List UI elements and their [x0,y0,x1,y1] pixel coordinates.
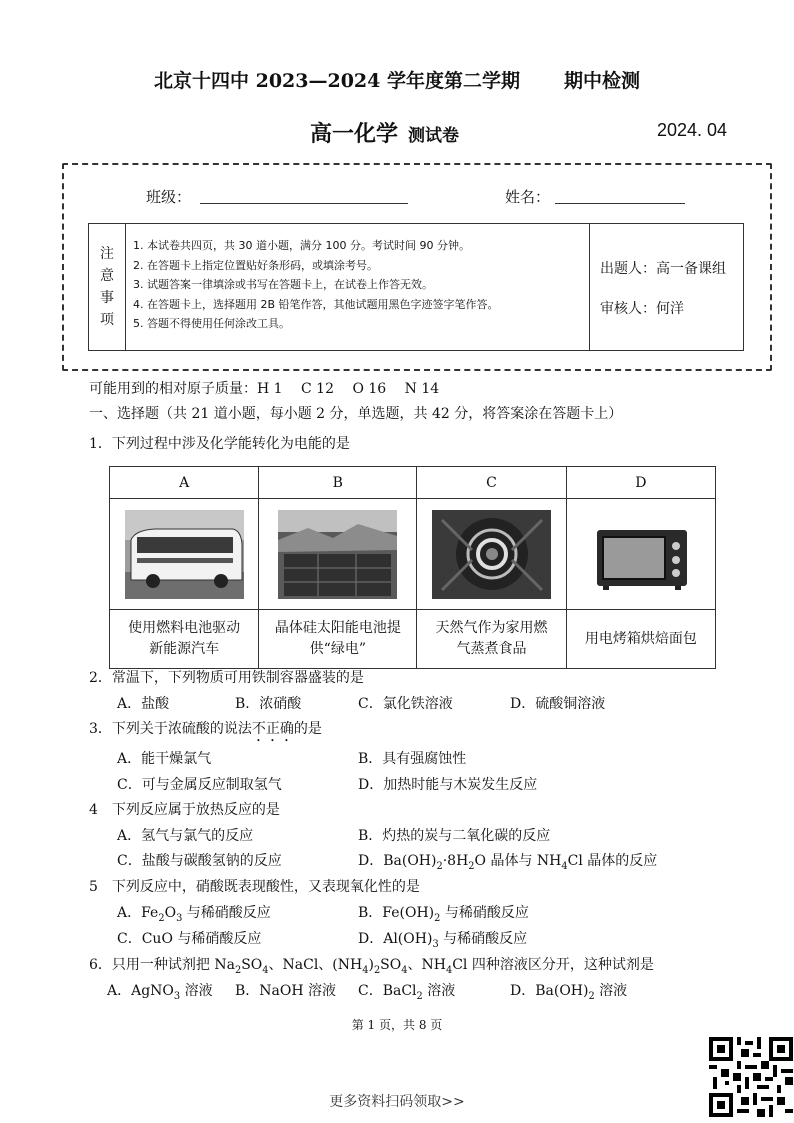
option-letter: D [566,467,715,499]
subscript: 2 [416,990,423,1002]
q2-option-a[interactable]: A．盐酸 [117,696,170,712]
question-3-stem [89,718,322,745]
caption-line: 新能源汽车 [149,641,220,657]
option-d-caption [566,610,715,669]
option-b-image-cell [259,499,417,610]
caption-line: 天然气作为家用燃 [435,620,548,636]
oven-image [581,510,700,599]
q4-option-d[interactable] [358,850,657,872]
question-5-stem: 5 下列反应中，硝酸既表现酸性，又表现氧化性的是 [89,879,420,895]
question-1-table [109,466,716,669]
formula-text: Cl 晶体的反应 [567,853,658,869]
notice-credits [589,224,743,350]
more-resources-link[interactable]: 更多资料扫码领取>> [329,1094,465,1110]
q6-option-c[interactable] [358,980,455,1002]
option-b-caption [259,610,417,669]
paper-type: 测试卷 [408,126,460,146]
subscript: 4 [401,964,408,976]
exam-title-right: 期中检测 [563,70,640,92]
question-4-stem: 4 下列反应属于放热反应的是 [89,802,280,818]
option-a-image-cell [110,499,259,610]
subscript: 3 [432,938,439,950]
stem-text: 、NaCl、(NH [268,957,363,973]
notice-item: 2. 在答题卡上指定位置贴好条形码，或填涂考号。 [133,258,378,272]
notice-item: 4. 在答题卡上，选择题用 2B 铅笔作答，其他试题用黑色字迹签字笔作答。 [133,297,499,311]
gas-stove-image [432,510,551,599]
bus-image [125,510,244,599]
notice-item: 1. 本试卷共四页，共 30 道小题，满分 100 分。考试时间 90 分钟。 [133,239,470,252]
subscript: 2 [373,964,381,976]
reviewer-text: 审核人：何洋 [600,301,684,317]
caption-line: 晶体硅太阳能电池提 [274,620,401,636]
formula-text: A．AgNO [107,983,174,999]
formula-text: 溶液 [180,983,213,999]
q2-option-b[interactable]: B．浓硝酸 [235,696,302,712]
formula-text: 与稀硝酸反应 [438,931,528,947]
subscript: 2 [436,860,443,872]
formula-text: 溶液 [422,983,456,999]
subject-name: 高一化学 [310,121,399,147]
q3-option-d[interactable]: D．加热时能与木炭发生反应 [358,777,538,793]
subscript: 3 [176,912,183,924]
question-2-stem: 2．常温下，下列物质可用铁制容器盛装的是 [89,670,364,686]
stem-text: 6．只用一种试剂把 Na [89,957,235,973]
q4-option-b[interactable]: B．灼热的炭与二氧化碳的反应 [358,828,551,844]
formula-text: 溶液 [594,983,628,999]
option-letter: A [110,467,259,499]
q4-option-a[interactable]: A．氢气与氯气的反应 [117,828,254,844]
stem-text: Cl 四种溶液区分开，这种试剂是 [452,957,654,973]
notice-heading-char: 注 [100,246,114,262]
q4-option-c[interactable]: C．盐酸与碳酸氢钠的反应 [117,853,282,869]
notice-item: 3. 试题答案一律填涂或书写在答题卡上，在试卷上作答无效。 [133,278,433,291]
class-field[interactable] [200,203,408,204]
notice-heading-char: 项 [100,312,114,328]
formula-text: O [164,905,177,921]
q3-option-b[interactable]: B．具有强腐蚀性 [358,751,467,767]
q2-option-d[interactable]: D．硫酸铜溶液 [510,696,606,712]
exam-date: 2024. 04 [657,120,728,140]
caption-line: 使用燃料电池驱动 [128,620,241,636]
notice-items [133,236,499,334]
option-letter: C [417,467,566,499]
caption-line: 用电烤箱烘焙面包 [584,630,697,647]
stem-text: SO [380,957,402,973]
subscript: 4 [445,964,453,976]
subscript: 2 [588,990,595,1002]
subscript: 2 [158,912,165,924]
formula-text: C．BaCl [358,983,417,999]
formula-text: A．Fe [117,905,159,921]
emphasis-text: 不正确 [251,721,294,737]
formula-text: O 晶体与 NH [474,853,562,869]
q5-option-d[interactable] [358,928,527,950]
q5-option-a[interactable] [117,902,271,924]
q3-option-a[interactable]: A．能干燥氯气 [117,751,212,767]
subscript: 2 [468,860,475,872]
question-6-stem [89,954,654,976]
q6-option-b[interactable]: B．NaOH 溶液 [235,983,337,999]
option-letter: B [259,467,417,499]
q6-option-a[interactable] [107,980,213,1002]
atomic-masses: 可能用到的相对原子质量：H 1 C 12 O 16 N 14 [89,381,440,397]
formula-text: ·8H [442,853,469,869]
q2-option-c[interactable]: C．氯化铁溶液 [358,696,453,712]
subscript: 2 [234,964,242,976]
option-a-caption [110,610,259,669]
option-c-image-cell [417,499,566,610]
subscript: 4 [262,964,269,976]
question-1-stem: 1．下列过程中涉及化学能转化为电能的是 [89,436,350,452]
stem-text: SO [241,957,263,973]
q5-option-b[interactable] [358,902,529,924]
q6-option-d[interactable] [510,980,627,1002]
stem-text: ) [368,957,374,973]
page-number: 第 1 页，共 8 页 [351,1018,443,1032]
notice-heading-char: 事 [100,290,114,306]
class-label: 班级： [146,188,192,206]
stem-text: 3．下列关于浓硫酸的说法 [89,721,252,737]
subscript: 3 [173,990,181,1002]
formula-text: D．Ba(OH) [510,983,589,999]
subscript: 4 [561,860,568,872]
section-heading: 一、选择题（共 21 道小题，每小题 2 分，单选题，共 42 分，将答案涂在答题卡上） [89,406,623,422]
notice-item: 5. 答题不得使用任何涂改工具。 [133,317,290,330]
stem-text: 、NH [407,957,446,973]
q5-option-c[interactable]: C．CuO 与稀硝酸反应 [117,931,262,947]
formula-text: B．Fe(OH) [358,905,435,921]
caption-line: 气蒸煮食品 [456,641,527,657]
formula-text: 与稀硝酸反应 [182,905,271,921]
caption-line: 供“绿电” [309,641,366,657]
setter-text: 出题人：高一备课组 [600,261,726,277]
option-d-image-cell [566,499,715,610]
q3-option-c[interactable]: C．可与金属反应制取氢气 [117,777,282,793]
notice-heading-char: 意 [100,268,114,284]
formula-text: D．Al(OH) [358,931,433,947]
exam-title [0,66,794,93]
notice-heading [89,224,126,350]
exam-title-left: 北京十四中 2023—2024 学年度第二学期 [153,70,520,92]
stem-text: 的是 [293,721,322,737]
formula-text: 与稀硝酸反应 [440,905,529,921]
notice-table [88,223,744,351]
exam-subject [310,117,459,148]
name-field[interactable] [555,203,685,204]
subscript: 2 [434,912,441,924]
name-label: 姓名： [505,188,551,206]
formula-text: D．Ba(OH) [358,853,437,869]
option-c-caption [417,610,566,669]
qr-code-icon[interactable] [709,1037,793,1117]
subscript: 4 [362,964,369,976]
solar-panel-image [278,510,397,599]
